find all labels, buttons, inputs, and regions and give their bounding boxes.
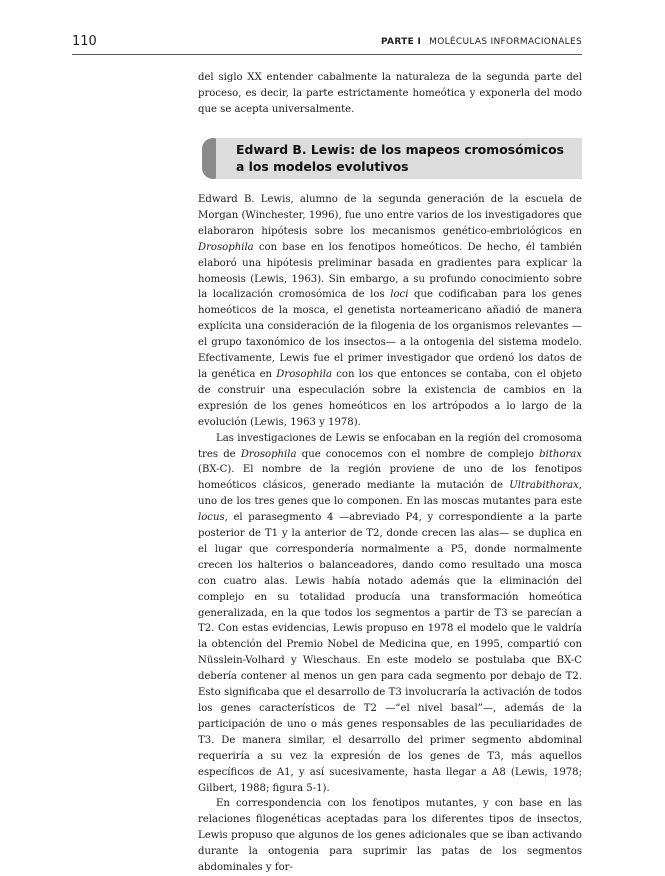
section-heading xyxy=(202,138,582,179)
page-number: 110 xyxy=(72,34,97,49)
section-label: MOLÉCULAS INFORMACIONALES xyxy=(429,37,582,47)
part-label: PARTE I xyxy=(380,37,422,47)
body-text-block xyxy=(198,192,582,876)
intro-paragraph: del siglo XX entender cabalmente la naturaleza de la segunda parte del proceso, es decir, la parte estrictamente homeótica y exponerla del modo que se acepta universalmente. xyxy=(198,72,582,115)
intro-text-block xyxy=(198,70,582,118)
page-header xyxy=(72,34,582,55)
running-head xyxy=(381,37,582,47)
paragraph-1: Edward B. Lewis, alumno de la segunda generación de la escuela de Morgan (Winchester, 1996), fue uno entre varios de los investigadores que elaboraron hipótesis sobre los mecanismos genético-embriológicos en Drosophila con base en los fenotipos homeóticos. De hecho, él también elaboró una hipótesis preliminar basada en gradientes para explicar la homeosis (Lewis, 1963). Sin embargo, a su profundo conocimiento sobre la localización cromosómica de los loci que codificaban para los genes homeóticos de la mosca, el genetista norteamericano añadió de manera explícita una consideración de la filogenia de los organismos relevantes —el grupo taxonómico de los insectos— a la ontogenia del sistema modelo. Efectivamente, Lewis fue el primer investigador que ordenó los datos de la genética en Drosophila con los que entonces se contaba, con el objeto de construir una especulación sobre la existencia de cambios en la expresión de los genes homeóticos en los artrópodos a lo largo de la evolución (Lewis, 1963 y 1978). xyxy=(198,194,582,428)
paragraph-2: Las investigaciones de Lewis se enfocaban en la región del cromosoma tres de Drosophila que conocemos con el nombre de complejo bithorax (BX-C). El nombre de la región proviene de uno de los fenotipos homeóticos clásicos, generado mediante la mutación de Ultrabithorax, uno de los tres genes que lo componen. En las moscas mutantes para este locus, el parasegmento 4 —abreviado P4, y correspondiente a la parte posterior de T1 y la anterior de T2, donde crecen las alas— se duplica en el lugar que correspondería normalmente a P5, donde normalmente crecen los halterios o balanceadores, dando como resultado una mosca con cuatro alas. Lewis había notado además que la eliminación del complejo en su totalidad producía una transformación homeótica generalizada, en la que todos los segmentos a partir de T3 se parecían a T2. Con estas evidencias, Lewis propuso en 1978 el modelo que le valdría la obtención del Premio Nobel de Medicina que, en 1995, compartió con Nüsslein-Volhard y Wieschaus. En este modelo se postulaba que BX-C debería contener al menos un gen para cada segmento por debajo de T2. Esto significaba que el desarrollo de T3 involucraría la activación de todos los genes característicos de T2 —“el nivel basal”—, además de la participación de uno o más genes responsables de las peculiaridades de T3. De manera similar, el desarrollo del primer segmento abdominal requeriría a su vez la expresión de los genes de T3, más aquellos específicos de A1, y así sucesivamente, hasta llegar a A8 (Lewis, 1978; Gilbert, 1988; figura 5-1). xyxy=(198,432,582,794)
heading-box xyxy=(216,138,582,179)
section-title: Edward B. Lewis: de los mapeos cromosómicos a los modelos evolutivos xyxy=(236,142,564,174)
paragraph-3: En correspondencia con los fenotipos mutantes, y con base en las relaciones filogenéticas aceptadas para los diferentes tipos de insectos, Lewis propuso que algunos de los genes adicionales que se iban activando durante la ontogenia para suprimir las patas de los segmentos abdominales y for- xyxy=(198,798,582,874)
